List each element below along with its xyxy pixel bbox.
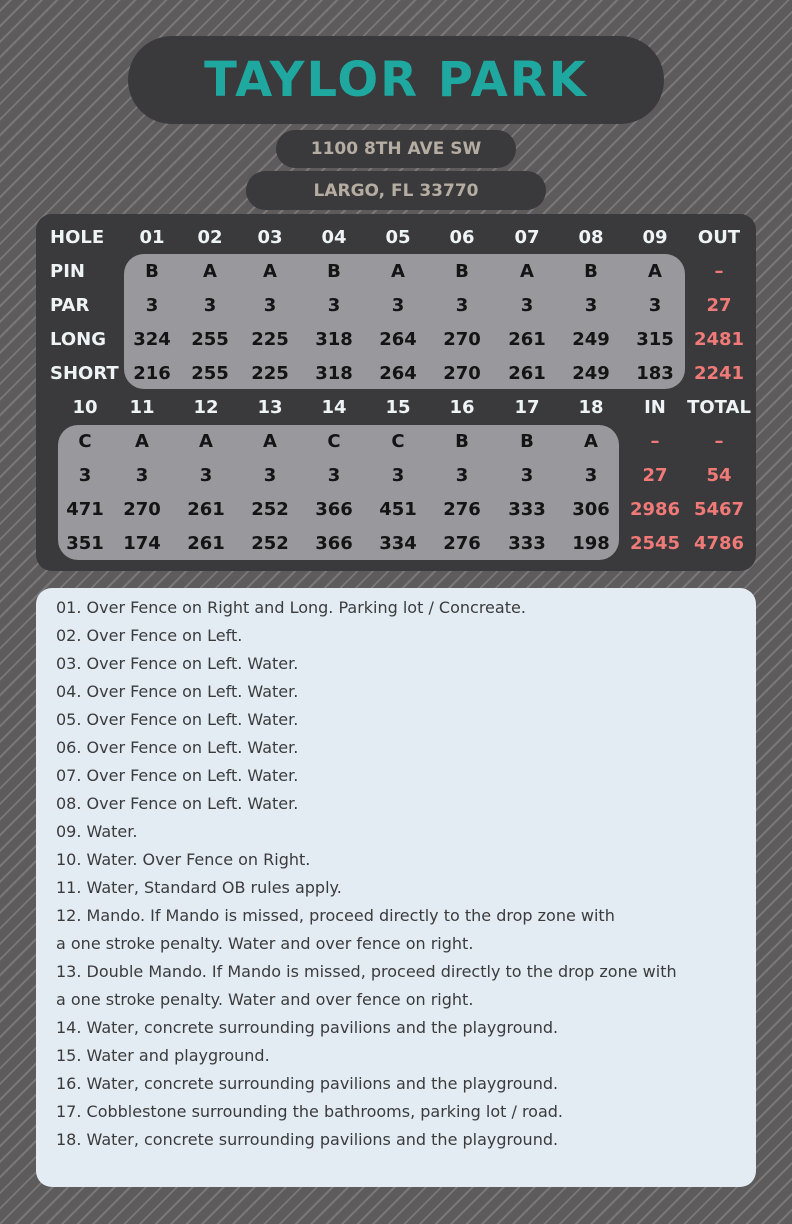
note-line: 07. Over Fence on Left. Water.	[56, 766, 299, 785]
hole-pin: B	[145, 260, 159, 282]
note-line: 15. Water and playground.	[56, 1046, 270, 1065]
hole-short: 333	[508, 532, 546, 554]
hole-short: 351	[66, 532, 104, 554]
hole-short: 366	[315, 532, 353, 554]
hole-number: 02	[197, 226, 223, 248]
note-line: a one stroke penalty. Water and over fence on right.	[56, 934, 474, 953]
hole-long: 471	[66, 498, 104, 520]
hole-short: 183	[636, 362, 674, 384]
hole-par: 3	[455, 294, 469, 316]
hole-number: 04	[321, 226, 347, 248]
hole-long: 252	[251, 498, 289, 520]
hole-long: 318	[315, 328, 353, 350]
hole-long: 264	[379, 328, 417, 350]
in-header: IN	[644, 396, 666, 418]
out-header: OUT	[697, 226, 741, 248]
hole-pin: A	[263, 260, 277, 282]
total-short: 4786	[693, 532, 745, 554]
hole-long: 225	[251, 328, 289, 350]
hole-pin: A	[135, 430, 149, 452]
hole-short: 255	[191, 362, 229, 384]
hole-number: 11	[129, 396, 155, 418]
title-banner	[128, 36, 664, 124]
note-line: 10. Water. Over Fence on Right.	[56, 850, 311, 869]
hole-par: 3	[520, 464, 534, 486]
hole-pin: B	[455, 430, 469, 452]
hole-pin: B	[520, 430, 534, 452]
hole-number: 16	[449, 396, 475, 418]
hole-long: 451	[379, 498, 417, 520]
hole-pin: A	[263, 430, 277, 452]
hole-number: 06	[449, 226, 475, 248]
course-title: TAYLOR PARK	[204, 52, 588, 108]
hole-par: 3	[584, 464, 598, 486]
note-line: 12. Mando. If Mando is missed, proceed directly to the drop zone with	[56, 906, 615, 925]
hole-long: 324	[133, 328, 171, 350]
row-label-long: LONG	[50, 328, 106, 350]
hole-notes	[36, 588, 756, 1187]
hole-number: 08	[578, 226, 604, 248]
note-line: 06. Over Fence on Left. Water.	[56, 738, 299, 757]
hole-pin: C	[391, 430, 405, 452]
hole-number: 05	[385, 226, 411, 248]
in-short: 2545	[629, 532, 681, 554]
note-line: 08. Over Fence on Left. Water.	[56, 794, 299, 813]
hole-long: 276	[443, 498, 481, 520]
hole-number: 10	[72, 396, 98, 418]
note-line: 02. Over Fence on Left.	[56, 626, 243, 645]
hole-long: 255	[191, 328, 229, 350]
hole-short: 249	[572, 362, 610, 384]
total-pin: –	[714, 430, 724, 452]
note-line: 05. Over Fence on Left. Water.	[56, 710, 299, 729]
hole-long: 315	[636, 328, 674, 350]
hole-par: 3	[78, 464, 92, 486]
hole-short: 276	[443, 532, 481, 554]
hole-par: 3	[520, 294, 534, 316]
note-line: a one stroke penalty. Water and over fence on right.	[56, 990, 474, 1009]
hole-par: 3	[391, 464, 405, 486]
hole-par: 3	[584, 294, 598, 316]
hole-number: 12	[193, 396, 219, 418]
hole-short: 270	[443, 362, 481, 384]
note-line: 17. Cobblestone surrounding the bathrooms, parking lot / road.	[56, 1102, 563, 1121]
hole-pin: C	[78, 430, 92, 452]
hole-short: 225	[251, 362, 289, 384]
note-line: 13. Double Mando. If Mando is missed, proceed directly to the drop zone with	[56, 962, 677, 981]
hole-par: 3	[135, 464, 149, 486]
hole-number: 15	[385, 396, 411, 418]
out-long: 2481	[693, 328, 745, 350]
note-line: 04. Over Fence on Left. Water.	[56, 682, 299, 701]
hole-long: 261	[508, 328, 546, 350]
hole-number: 01	[139, 226, 165, 248]
hole-pin: B	[327, 260, 341, 282]
out-pin: –	[714, 260, 724, 282]
hole-number: 09	[642, 226, 668, 248]
hole-number: 13	[257, 396, 283, 418]
hole-number: 17	[514, 396, 540, 418]
hole-short: 216	[133, 362, 171, 384]
hole-long: 270	[443, 328, 481, 350]
hole-pin: C	[327, 430, 341, 452]
hole-long: 333	[508, 498, 546, 520]
hole-long: 249	[572, 328, 610, 350]
total-par: 54	[706, 464, 732, 486]
hole-par: 3	[145, 294, 159, 316]
hole-long: 366	[315, 498, 353, 520]
scorecard-table	[36, 214, 756, 571]
hole-number: 18	[578, 396, 604, 418]
row-label-hole: HOLE	[50, 226, 105, 248]
hole-par: 3	[648, 294, 662, 316]
hole-short: 334	[379, 532, 417, 554]
hole-short: 261	[508, 362, 546, 384]
hole-number: 03	[257, 226, 283, 248]
hole-par: 3	[391, 294, 405, 316]
hole-short: 318	[315, 362, 353, 384]
address-street: 1100 8TH AVE SW	[276, 130, 516, 168]
hole-short: 198	[572, 532, 610, 554]
hole-par: 3	[327, 294, 341, 316]
hole-par: 3	[199, 464, 213, 486]
hole-pin: A	[203, 260, 217, 282]
in-par: 27	[642, 464, 668, 486]
row-label-par: PAR	[50, 294, 90, 316]
note-line: 16. Water, concrete surrounding pavilions and the playground.	[56, 1074, 559, 1093]
hole-pin: B	[455, 260, 469, 282]
hole-pin: A	[520, 260, 534, 282]
note-line: 18. Water, concrete surrounding pavilions and the playground.	[56, 1130, 559, 1149]
hole-long: 306	[572, 498, 610, 520]
hole-par: 3	[327, 464, 341, 486]
row-label-pin: PIN	[50, 260, 85, 282]
row-label-short: SHORT	[50, 362, 119, 384]
hole-pin: A	[648, 260, 662, 282]
hole-number: 07	[514, 226, 540, 248]
hole-pin: A	[199, 430, 213, 452]
hole-par: 3	[263, 294, 277, 316]
hole-number: 14	[321, 396, 347, 418]
hole-short: 261	[187, 532, 225, 554]
note-line: 09. Water.	[56, 822, 138, 841]
note-line: 03. Over Fence on Left. Water.	[56, 654, 299, 673]
note-line: 01. Over Fence on Right and Long. Parking lot / Concreate.	[56, 598, 526, 617]
out-short: 2241	[693, 362, 745, 384]
hole-long: 261	[187, 498, 225, 520]
hole-short: 252	[251, 532, 289, 554]
hole-pin: A	[391, 260, 405, 282]
hole-par: 3	[203, 294, 217, 316]
hole-short: 174	[123, 532, 161, 554]
total-header: TOTAL	[687, 396, 751, 418]
hole-short: 264	[379, 362, 417, 384]
in-long: 2986	[629, 498, 681, 520]
hole-par: 3	[263, 464, 277, 486]
hole-par: 3	[455, 464, 469, 486]
address-city: LARGO, FL 33770	[246, 171, 546, 210]
total-long: 5467	[693, 498, 745, 520]
note-line: 14. Water, concrete surrounding pavilions and the playground.	[56, 1018, 559, 1037]
in-pin: –	[650, 430, 660, 452]
hole-pin: B	[584, 260, 598, 282]
out-par: 27	[706, 294, 732, 316]
hole-long: 270	[123, 498, 161, 520]
hole-pin: A	[584, 430, 598, 452]
note-line: 11. Water, Standard OB rules apply.	[56, 878, 342, 897]
